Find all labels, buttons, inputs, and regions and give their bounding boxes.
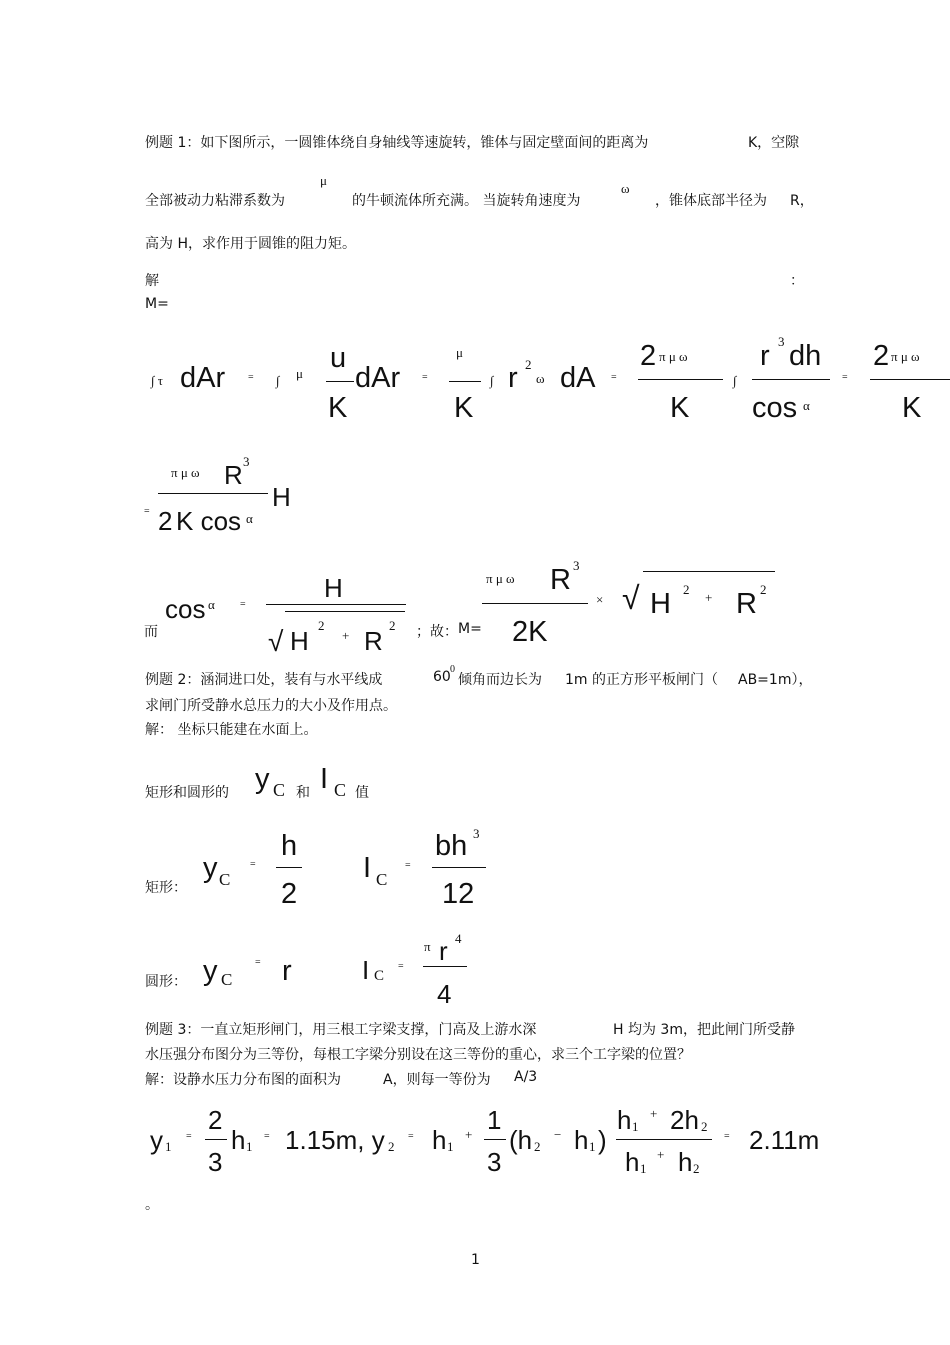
ex3-line3-b: A，则每一等份为 <box>383 1072 491 1088</box>
ex2-line1-b: 倾角而边长为 <box>458 672 542 688</box>
circle-label: 圆形： <box>145 974 187 990</box>
er-label: 而 <box>144 624 158 640</box>
gu-label: ；故： <box>416 624 458 640</box>
ex2-line2: 求闸门所受静水总压力的大小及作用点。 <box>145 698 397 714</box>
ex2-line3: 解： 坐标只能建在水面上。 <box>145 722 318 738</box>
ex2-line1-c: 1m 的正方形平板闸门（ <box>565 672 718 688</box>
ex3-line3-c: A/3 <box>514 1069 538 1085</box>
ex1-solution-label: 解 <box>145 273 159 289</box>
page-number: 1 <box>471 1252 480 1268</box>
ex1-line2-r: R， <box>790 193 814 209</box>
ex2-zhi: 值 <box>355 785 369 801</box>
ex1-line2: 全部被动力粘滞系数为 <box>145 193 285 209</box>
ex1-line2-b: 的牛顿流体所充满。 当旋转角速度为 <box>352 193 581 209</box>
ex2-he: 和 <box>296 785 310 801</box>
ex3-line1-b: H 均为 3m，把此闸门所受静 <box>613 1022 795 1038</box>
gu-m-label: M= <box>458 621 482 637</box>
omega-symbol: ω <box>621 181 630 196</box>
rect-label: 矩形： <box>145 880 187 896</box>
ex1-m-label: M= <box>145 296 169 312</box>
ex3-end: 。 <box>145 1197 159 1213</box>
ex1-line3: 高为 H，求作用于圆锥的阻力矩。 <box>145 236 356 252</box>
ex2-angle-sup: 0 <box>450 664 455 675</box>
ex1-line2-c: ，锥体底部半径为 <box>655 193 767 209</box>
ex2-table-intro: 矩形和圆形的 <box>145 785 229 801</box>
mu-symbol: μ <box>320 173 327 188</box>
ex3-line1: 例题 3：一直立矩形闸门，用三根工字梁支撑，门高及上游水深 <box>145 1022 537 1038</box>
ex2-line1-d: AB=1m）， <box>738 672 813 688</box>
ex3-line3: 解：设静水压力分布图的面积为 <box>145 1072 341 1088</box>
ex2-line1: 例题 2：涵洞进口处，装有与水平线成 <box>145 672 383 688</box>
ex2-angle: 60 <box>433 669 451 685</box>
ex1-line1: 例题 1：如下图所示，一圆锥体绕自身轴线等速旋转，锥体与固定壁面间的距离为 <box>145 135 649 151</box>
ex1-line1-k: K，空隙 <box>748 135 800 151</box>
ex3-line2: 水压强分布图分为三等份，每根工字梁分别设在这三等份的重心，求三个工字梁的位置？ <box>145 1047 691 1063</box>
ex1-colon: ： <box>790 273 804 289</box>
